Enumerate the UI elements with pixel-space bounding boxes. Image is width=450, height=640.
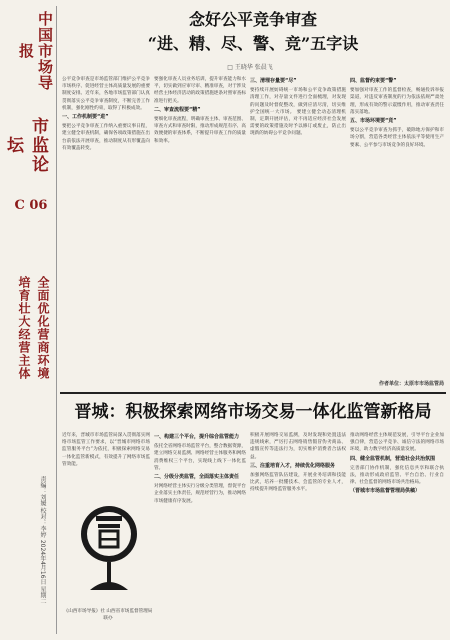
column-slogan: 全面优化营商环境 培育壮大经营主体 bbox=[17, 276, 50, 380]
paragraph: 加强网络监管队伍建设，开展业务培训和技能比武，培养一批懂技术、会监管的专业人才，持续提升网络监管服务水平。 bbox=[250, 473, 346, 493]
top-headline-line2: “进、精、尽、警、竞”五字诀 bbox=[147, 34, 359, 53]
subheading: 二、分级分类监管，全面落实主体责任 bbox=[154, 474, 240, 481]
subheading: 三、注重培育入才，持续优化网络服务 bbox=[250, 462, 336, 469]
bottom-headline: 晋城：积极探索网络市场交易一体化监管新格局 bbox=[74, 402, 432, 422]
paragraph: 完善部门协作机制，强化信息共享和联合执法，推动形成政府监管、平台自治、行业自律、社会监督的网络市场共治格局。 bbox=[350, 465, 444, 486]
paragraph: 要把公平竞争审查工作纳入重要议事日程，建立健全审查机制，确保各项政策措施在出台前依法开展审查，推动制度从有形覆盖向有效覆盖转变。 bbox=[62, 124, 150, 151]
paragraph: 公平竞争审查是市场监管部门维护公平竞争市场秩序、促进经营主体高质量发展的重要制度安排。近年来，各地市场监管部门认真贯彻落实公平竞争审查制度，不断完善工作机制，强化刚性约束，取得了积极成效。 bbox=[62, 77, 150, 111]
top-column-3 bbox=[250, 76, 346, 374]
column-title: 市监论坛 bbox=[3, 116, 48, 174]
paragraph: 要加强对审查工作的监督检查，畅通投诉举报渠道，对违反审查制度的行为依法依规严肃处理，形成有效的警示震慑作用，推动审查责任落实落地。 bbox=[350, 88, 444, 115]
jin-seal-icon bbox=[76, 494, 142, 606]
top-column-4 bbox=[350, 76, 444, 374]
top-column-2 bbox=[154, 76, 246, 374]
paragraph: 要细化审查流程，明确审查主体、审查范围、审查方式和审查时限，推动形成规范有序、高效便捷的审查体系，不断提升审查工作的质量和效率。 bbox=[154, 117, 246, 144]
bottom-column-3 bbox=[250, 432, 346, 632]
paragraph: 推动网络经营主体规范发展，引导平台企业加强自律，营造公平竞争、诚信守法的网络市场环境，助力数字经济高质量发展。 bbox=[350, 433, 444, 453]
top-byline: 作者单位：太原市市场监管局 bbox=[378, 381, 444, 387]
subheading: 一、构建三个平台，提升综合监管能力 bbox=[154, 434, 240, 440]
subheading: 四、监督约束要“警” bbox=[350, 78, 397, 84]
subheading: 五、市场环境要“竞” bbox=[350, 118, 397, 125]
top-headline-line1: 念好公平竞争审查 bbox=[188, 10, 317, 29]
subheading: 一、工作机制要“进” bbox=[62, 114, 109, 121]
edition-info: 责编：刘媛 校对：李婷 2024年4月16日 星期二 bbox=[39, 476, 46, 605]
paragraph: 要建立健全动态清理机制，定期开展评估，对不再适应经济社会发展需要的政策措施及时予以修订或废止，防止出现新的妨碍公平竞争问题。 bbox=[250, 109, 346, 137]
top-author: □ 王晓华 张晨飞 bbox=[227, 64, 273, 71]
sidebar bbox=[3, 6, 54, 634]
subheading: 二、审查流程要“精” bbox=[154, 106, 201, 113]
bottom-byline: （晋城市市场监督管理局供稿） bbox=[350, 488, 421, 495]
paragraph: 要强化审查人员业务培训，提升审查能力和水平，切实做到应审尽审、精准审查，对于涉及经营主体经济活动的政策措施逐条对照审查标准进行把关。 bbox=[154, 77, 246, 104]
top-headline bbox=[62, 8, 444, 60]
bottom-column-4 bbox=[350, 432, 444, 632]
paragraph: 积极开展网络交易监测，及时发现和处置违法违规线索，严厉打击网络销售假冒伪劣商品、虚假宣传等违法行为，切实维护消费者合法权益。 bbox=[250, 433, 346, 460]
logo-caption: 《山西市场导报》社 山西省市场监督管理局 联办 bbox=[63, 609, 153, 621]
subheading: 三、清理存量要“尽” bbox=[250, 78, 297, 84]
page-code: C 06 bbox=[14, 198, 48, 213]
paragraph: 近年来，晋城市市场监管局深入贯彻落实网络市场监管工作要求，以“晋城市网络市场监管服务平台”为依托，积极探索网络交易一体化监管新模式，有效提升了网络市场监管效能。 bbox=[62, 433, 150, 467]
top-column-1 bbox=[62, 76, 150, 374]
paragraph: 依托全省网络市场监管平台，整合数据资源，建立网络交易监测、网络经营主体服务和网络消费维权三个平台，实现线上线下一体化监管。 bbox=[154, 444, 246, 471]
paragraph: 要以公平竞争审查为抓手，破除地方保护和市场分割，营造各类经营主体依法平等使用生产要素、公平参与市场竞争的良好环境。 bbox=[350, 128, 444, 148]
logo-illustration bbox=[76, 494, 142, 618]
bottom-column-2 bbox=[154, 432, 246, 632]
paragraph: 对网络经营主体实行分级分类管理，督促平台企业落实主体责任，规范经营行为，推动网络市场健康有序发展。 bbox=[154, 484, 246, 504]
section-divider bbox=[60, 392, 446, 394]
paragraph: 要持续开展妨碍统一市场和公平竞争政策措施清理工作，对存量文件进行全面梳理，对发现的问题及时督促整改，做到应清尽清，切实维护全国统一大市场。 bbox=[250, 88, 346, 115]
masthead: 中国市场导报 bbox=[17, 11, 54, 91]
subheading: 四、健全监管机制，营造社会共治氛围 bbox=[350, 455, 436, 462]
sidebar-divider bbox=[56, 6, 57, 634]
